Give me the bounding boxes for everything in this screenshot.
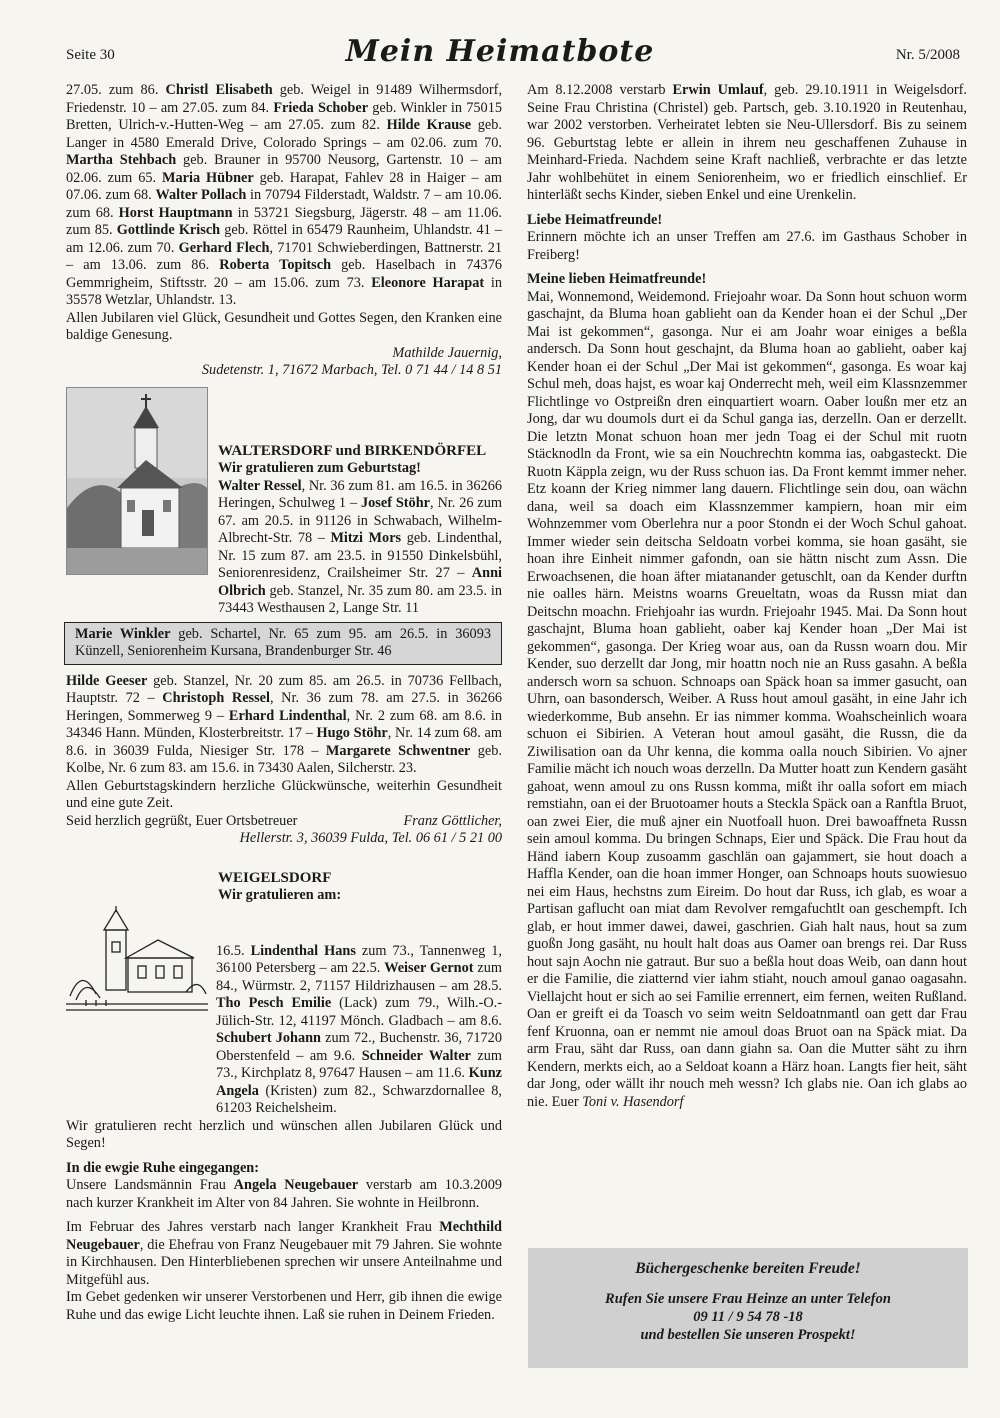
text-run: verstarb am 10.3.2009 nach kurzer Krankheit im Alter von 84 Jahren. Sie wohnte in Heilbronn. (66, 1177, 502, 1211)
ad-phone: 09 11 / 9 54 78 -18 (693, 1309, 803, 1325)
greeting-text: Seid herzlich gegrüßt, Euer Ortsbetreuer (66, 812, 298, 829)
person-name: Walter Pollach (155, 187, 247, 203)
text-run: , Nr. 36 zum 78. am 27.5. in 36266 Heringen, Sommerweg 9 – (66, 690, 502, 724)
obituary-prayer: Im Gebet gedenken wir unserer Verstorbenen und Herr, gib ihnen die ewige Ruhe und das ewige Licht leuchte ihnen. Laß sie ruhen in Deinem Frieden. (66, 1289, 502, 1323)
person-name: Erwin Umlauf (672, 82, 764, 98)
right-column (527, 82, 967, 1111)
page-number: Seite 30 (66, 47, 115, 63)
person-name: Tho Pesch Emilie (216, 995, 332, 1011)
meine-text (527, 289, 967, 1112)
person-name: Marie Winkler (75, 625, 171, 642)
text-run: , geb. 29.10.1911 in Weigelsdorf. Seine Frau Christina (Christel) geb. Partsch, geb. 3.10.1920 in Reutenhau, war 2002 verstorben. Verheiratet lebten sie Neu-Ullersdorf. Bis zu seinem 96. Geburtstag lebte er allein in ihrem neu geschaffenen Zuhause in Meinhard-Frieda. Nachdem seine Kraft nachließ, verbrachte er das letzte Jahr wohlbehütet in einem Seniorenheim, wo er friedlich einschlief. Er hinterläßt sechs Kinder, sieben Enkel und eine Urenkelin. (527, 82, 967, 203)
chapel-illustration (67, 388, 207, 574)
person-name: Hugo Stöhr (316, 725, 388, 741)
text-run: (Lack) zum 79., Wilh.-O.-Jülich-Str. 12, 41197 Mönch. Gladbach – am 8.6. (216, 995, 502, 1029)
person-name: Kunz Angela (216, 1065, 502, 1099)
highlight-box-text (75, 626, 491, 661)
text-run: geb. Winkler in 75015 Bretten, Ulrich-v.-Hutten-Weg – am 27.05. zum 82. (66, 99, 502, 133)
person-name: Weiser Gernot (384, 960, 474, 976)
person-name: Horst Hauptmann (118, 204, 233, 221)
text-run: , Nr. 26 zum 67. am 20.5. in 91126 in Schwabach, Wilhelm-Albrecht-Str. 78 – (218, 495, 502, 546)
text-run: geb. Langer in 4580 Emerald Drive, Colorado Springs – am 02.06. zum 70. (66, 117, 502, 151)
text-run: zum 73., Kirchplatz 8, 97647 Hausen – am 11.6. (216, 1047, 502, 1081)
text-run: geb. Kolbe, Nr. 6 zum 83. am 15.6. in 73430 Aalen, Silcherstr. 23. (66, 742, 502, 776)
more-birthdays (66, 673, 502, 778)
text-run: in 53721 Siegsburg, Jägerstr. 48 – am 11.06. zum 85. (66, 204, 502, 238)
person-name: Anni Olbrich (218, 565, 502, 599)
weigelsdorf-subheading: Wir gratulieren am: (218, 887, 342, 903)
text-run: geb. Haselbach in 74376 Gemmrigheim, Stiftsstr. 20 – am 15.06. zum 73. (66, 257, 503, 291)
person-name: Walter Ressel (218, 477, 302, 494)
obituary-mechthild (66, 1219, 502, 1289)
waltersdorf-subheading: Wir gratulieren zum Geburtstag! (218, 460, 421, 476)
text-run: , 71701 Schwieberdingen, Battnerstr. 21 – am 13.06. zum 86. (66, 239, 502, 273)
book-advertisement (528, 1248, 968, 1368)
text-run: (Kristen) zum 82., Schwarzdornallee 8, 61203 Reichelsheim. (216, 1082, 502, 1116)
person-name: Roberta Topitsch (219, 257, 332, 273)
text-run: geb. Stanzel, Nr. 35 zum 80. am 23.5. in 73443 Westhausen 2, Lange Str. 11 (218, 582, 502, 616)
text-run: Am 8.12.2008 verstarb (527, 82, 673, 98)
person-name: Schubert Johann (216, 1030, 322, 1046)
issue-number: Nr. 5/2008 (895, 47, 960, 63)
text-run: Im Februar des Jahres verstarb nach langer Krankheit Frau (66, 1219, 440, 1235)
dialect-story: Mai, Wonnemond, Weidemond. Friejoahr woar. Da Sonn hout schuon worm gaschajnt, da Bluma hoan gablieht oan da Kender hoan ei der Schul „Der Mai ist gekommen“, gasonga. Nur ei am Joahr woar einiges a beßla andersch. Da Sonn hout geschajnt, da Bluma hoan ao gablieht, oaber kaj Kender hoan ei der Schul „Der Mai ist gekommen“, gasonga. Es woar kaj Schul meh, doas hajst, es woar kaj Onderrecht meh, weil eim Klassnzemmer Flichtlinge vo Ostpreißn dren einquartiert woarn. Oaber loußn mer etz an Jong, dar wu doumols durt ei da Schul ganga ias, derzelln. Oan er derzellt. Die letztn Monat schuon hoan mer jedn Toag ei der Schul mit ruotn Stäcknodln da Front, wie sa ein Nouchrechtn komma ias, oabgasteckt. Die Ruotn Käppla zeign, wu der Russ schuon ias. Da Front kemmt immer neher. Etz koann der Krieg nimmer lang dauern. Flichtlinge sein dou, oan wächn dana, weil sa doach eim Klassnzemmer kampiern, hoan mir eim Wohnzemmer vom Oberlehra nur a poor Stondn ei der Woch Schul gahoat. Immer wieder sein deitscha Seldoatn vorbei komma, sie hoan gasäht, sie hoan ihre Einheit nimmer gafondn, oan sie hättn nischt zum Assn. Die Erwoachsenen, die hoan äfter miatanander getuschlt, oan da Kender durftn nie oalles härn. Meistns woarns Greueltatn, woas da Russn miat dan Deitschn moachn. Friehjoahr ias wurdn. Friejoahr 1945. Mai. Da Sonn hout gaschajnt, Bluma hoan gablieht, oaber kaj Kender hoan „Der Mai ist gekommen“, gasonga. Der Krieg woar aus, oan da Russn woarn dou. Mir Kender, suo derzellt dar Jong, mir hoattn noch nie an Russ gasahn. A beßla andersch worn sa schuon. Schnoaps oan Späck hoan sa immer gasucht, oan Uhrn, oan basondersch, Weiber. A Russ hout amoul gasäht, in eine Jahr ich wiederkomme, Bub ansehn. Er ias nimmer komma. Woahscheinlich woara schuon ei Sibirien. A Veteran hout amoul gasäht, die Russn, die da Ziwilisation oan da Uhr kenna, die komma oalla nouch Sibirien. Vo ajner Familie mächt ich nouch woas derzelln. Da Mutter hoatt zun Kendern gasäht gahoat, wenn amoul zu ons Russn komma, mißt ihr oalla sofort em miach remstiahn, oan ei der Bruotoamer houts a Steckla Späck oan a Ranftla Bruot, oan zwei Eier, die muß ajner ein Nuotfoall huon. Drei bawoaffneta Russn sein amoul komma. Du bringen Schnaps, Eier und Späck. Die Frau hout da Händ iabern Koup zusoamm gaschlän oan gajammert, sie hout doach a Haffla Kender, oan die hoan immer Honger, oan Schnoaps houts suowiesuo nei eim Haus, hechstns zum Eireim. Do hout dar Russ, ich glab, es woar a Partisan gaflucht oan miat dam Revolver remgafuchtlt oan geschempft. Ich glab, er hout immer dawei, dawei, gaschrien. Giah halt naus, hout sa zum guoßn Jong gasäht, nu hoult halt doas aus Oamer oan brengs rei. Dar Russ hout sajn Aochn nie gatraut. Bur suo a beßla hout doas Weib, oan dann hout er die Familie, die ziatternd vier iahm stiaht, nouch amoul ganao oagasahn. Viellajcht hout er sich ao sei Familie errennert, eim fernen, weiten Rußland. Oan er greift ei da Toasch vo seim weitn Seldoatnmantl oan gett dar Frau fenf Kruonna, oan er nemmt nie amoul doas Bruot oan na Späck miat. Da arm Frau, säht dar Russ, oan dann giahn sa. Oan die Mutter säht zu ihrn Kendern, merkts eich, ao a Seldoat koann a Härz hoan. Langts fier heit, säht dar Jong, oder wällt ihr nouch meh wessn? Ich glabs nie. Oan ich glabs ao nie. Euer (527, 288, 967, 1110)
person-name: Gottlinde Krisch (116, 222, 221, 238)
text-run: Unsere Landsmännin Frau (66, 1177, 234, 1193)
waltersdorf-section (66, 387, 502, 618)
text-run: geb. Brauner in 95700 Neusorg, Gartenstr. 10 – am 02.06. zum 65. (66, 152, 502, 186)
text-run: , Nr. 36 zum 81. am 16.5. in 36266 Heringen, Schulweg 1 – (218, 477, 503, 511)
greeting-signature-address: Hellerstr. 3, 36039 Fulda, Tel. 06 61 / 5 21 00 (239, 830, 502, 846)
left-column (66, 82, 502, 1324)
birthday-list-intro (66, 82, 502, 310)
person-name: Frieda Schober (273, 99, 369, 116)
weigelsdorf-wish: Wir gratulieren recht herzlich und wünschen allen Jubilaren Glück und Segen! (66, 1117, 502, 1151)
liebe-text: Erinnern möchte ich an unser Treffen am 27.6. im Gasthaus Schober in Freiberg! (527, 229, 967, 263)
chapel-photo (66, 387, 208, 575)
text-run: geb. Schartel, Nr. 65 zum 95. am 26.5. in 36093 Künzell, Seniorenheim Kursana, Brandenburger Str. 46 (75, 625, 492, 659)
more-wish: Allen Geburtstagskindern herzliche Glückwünsche, weiterhin Gesundheit und eine gute Zeit. (66, 777, 502, 811)
person-name: Mitzi Mors (330, 530, 402, 546)
text-run: , die Ehefrau von Franz Neugebauer mit 79 Jahren. Sie wohnte in Kirchhausen. Den Hinterbliebenen sprechen wir unsere Anteilnahme und Mitgefühl aus. (66, 1236, 502, 1288)
text-run: 16.5. (216, 942, 251, 959)
person-name: Mechthild Neugebauer (66, 1219, 502, 1253)
meine-heading: Meine lieben Heimatfreunde! (527, 271, 707, 287)
person-name: Christl Elisabeth (165, 82, 273, 98)
waltersdorf-text (218, 387, 502, 618)
obituary-angela (66, 1177, 502, 1212)
text-run: in 70794 Filderstadt, Waldstr. 7 – am 10.06. zum 68. (66, 187, 503, 221)
text-run: geb. Lindenthal, Nr. 15 zum 87. am 23.5. in 91550 Dinkelsbühl, Seniorenresidenz, Crailsheimer Str. 27 – (218, 530, 503, 581)
waltersdorf-heading: WALTERSDORF und BIRKENDÖRFEL (218, 442, 487, 459)
person-name: Angela Neugebauer (233, 1177, 359, 1193)
text-run: zum 73., Tannenweg 1, 36100 Petersberg – am 22.5. (216, 942, 503, 976)
obituary-erwin (527, 82, 967, 205)
highlight-box (64, 622, 502, 665)
weigelsdorf-heading: WEIGELSDORF (218, 869, 332, 886)
text-run: in 35578 Wetzlar, Uhlandstr. 13. (66, 274, 503, 308)
church-sketch (66, 906, 208, 1051)
intro-wish: Allen Jubilaren viel Glück, Gesundheit und Gottes Segen, den Kranken eine baldige Genesung. (66, 309, 502, 343)
page-header (0, 0, 1000, 80)
ad-title: Büchergeschenke bereiten Freude! (635, 1260, 861, 1277)
person-name: Erhard Lindenthal (228, 707, 347, 724)
person-name: Eleonore Harapat (371, 274, 485, 291)
person-name: Martha Stehbach (66, 152, 177, 168)
story-signature: Toni v. Hasendorf (582, 1093, 684, 1110)
text-run: geb. Harapat, Fahlev 28 in Haiger – am 07.06. zum 68. (66, 169, 502, 203)
masthead-logo: Mein Heimatbote (345, 34, 655, 69)
obituary-heading: In die ewgie Ruhe eingegangen: (66, 1159, 260, 1176)
text-run: geb. Röttel in 65479 Raunheim, Uhlandstr. 41 – am 12.06. zum 70. (66, 222, 503, 256)
person-name: Hilde Geeser (66, 672, 148, 689)
text-run: , Nr. 14 zum 68. am 8.6. in 36039 Fulda, Niesiger Str. 178 – (66, 725, 502, 759)
text-run: geb. Stanzel, Nr. 20 zum 85. am 26.5. in 70736 Fellbach, Hauptstr. 72 – (66, 672, 502, 706)
person-name: Maria Hübner (162, 169, 254, 186)
person-name: Schneider Walter (361, 1047, 471, 1064)
person-name: Gerhard Flech (178, 239, 270, 256)
greeting-signature-name: Franz Göttlicher, (403, 812, 502, 829)
text-run: , Nr. 2 zum 68. am 8.6. in 34346 Hann. Münden, Klosterbreitstr. 17 – (66, 707, 502, 741)
intro-signature-address: Sudetenstr. 1, 71672 Marbach, Tel. 0 71 44 / 14 8 51 (201, 362, 502, 378)
person-name: Margarete Schwentner (325, 742, 471, 759)
intro-signature-name: Mathilde Jauernig, (392, 344, 502, 361)
text-run: zum 84., Würmstr. 2, 71157 Hildrizhausen – am 28.5. (216, 960, 502, 994)
person-name: Josef Stöhr (360, 495, 430, 511)
text-run: 27.05. zum 86. (66, 82, 166, 98)
ad-line-order: und bestellen Sie unseren Prospekt! (640, 1327, 856, 1343)
waltersdorf-birthdays (218, 478, 502, 618)
text-run: geb. Weigel in 91489 Wilhermsdorf, Friedenstr. 10 – am 27.05. zum 84. (66, 82, 503, 116)
person-name: Christoph Ressel (162, 690, 270, 706)
greeting-line (66, 813, 502, 831)
liebe-heading: Liebe Heimatfreunde! (527, 211, 663, 228)
ad-line-call: Rufen Sie unsere Frau Heinze an unter Telefon (605, 1291, 891, 1307)
person-name: Hilde Krause (386, 117, 472, 133)
church-drawing (66, 906, 208, 1016)
text-run: zum 72., Buchenstr. 36, 71720 Oberstenfeld – am 9.6. (216, 1030, 502, 1064)
person-name: Lindenthal Hans (250, 942, 356, 959)
